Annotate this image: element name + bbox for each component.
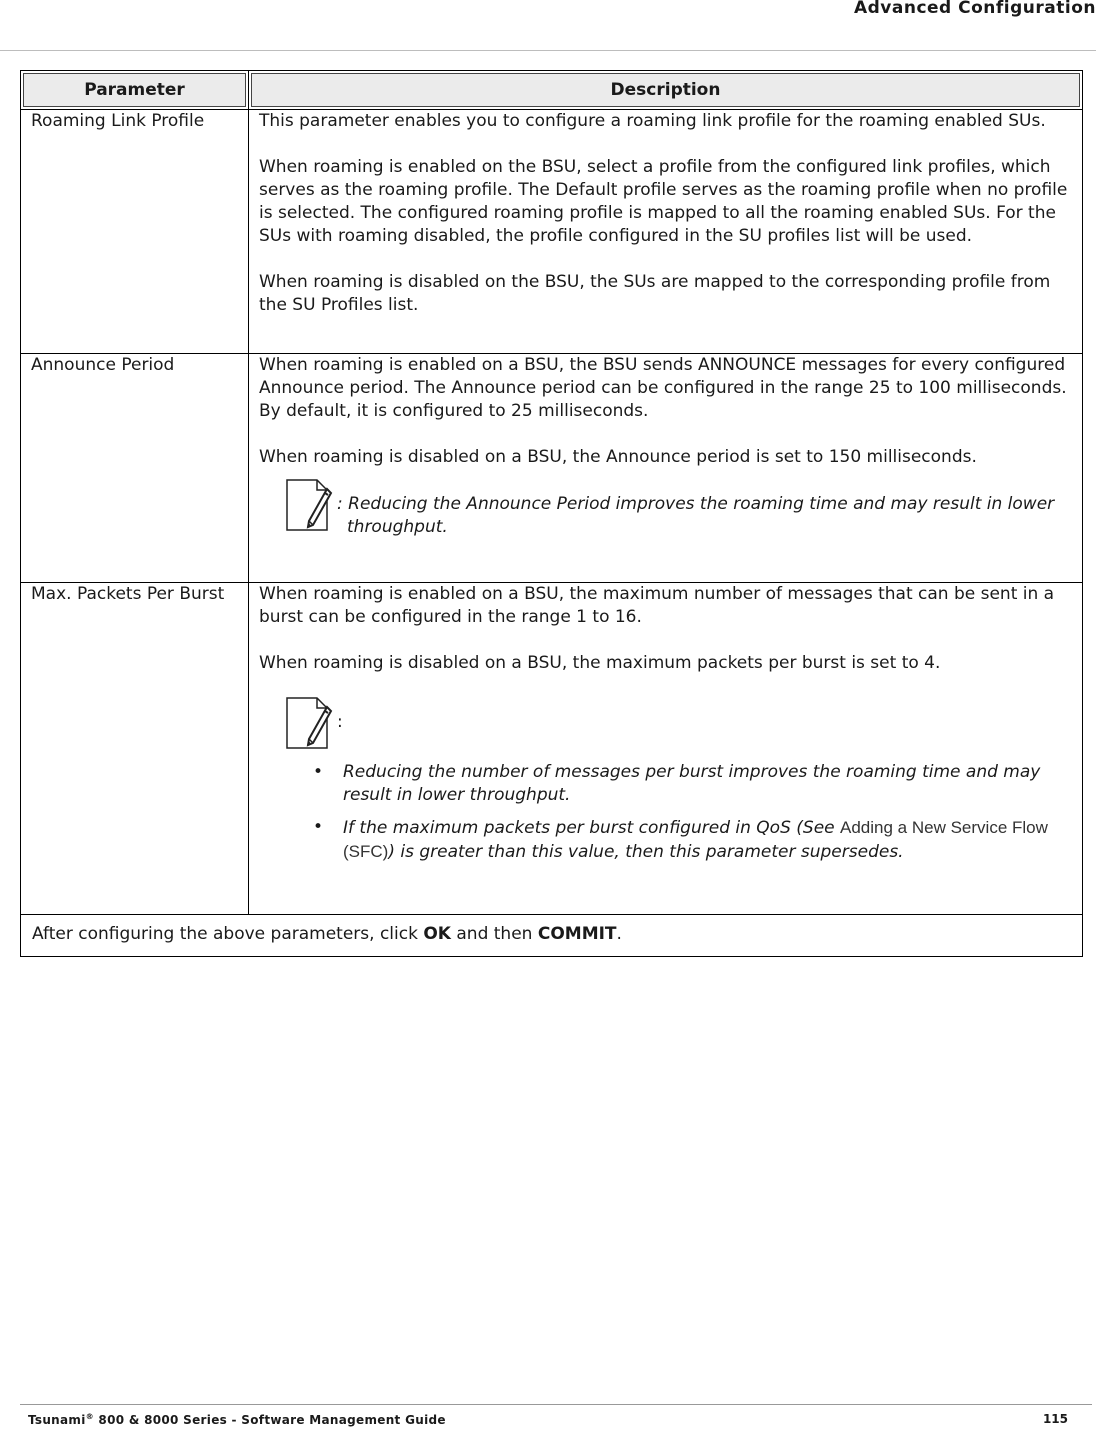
description-paragraph: When roaming is enabled on a BSU, the maximum number of messages that can be sent in a burst can be configured in the range 1 to 16. xyxy=(259,584,1055,627)
description-cell xyxy=(249,583,1083,915)
instruction-text: After configuring the above parameters, click xyxy=(32,924,424,944)
footer-rule xyxy=(20,1404,1092,1405)
table-row xyxy=(21,354,1083,583)
param-roaming-link-profile: Roaming Link Profile xyxy=(21,110,249,354)
note-pencil-icon xyxy=(283,475,337,533)
header-rule xyxy=(0,50,1096,51)
footer-guide-name: 800 & 8000 Series - Software Management Guide xyxy=(93,1413,446,1427)
commit-label: COMMIT xyxy=(537,924,617,944)
registered-mark: ® xyxy=(85,1412,94,1421)
page-number: 115 xyxy=(1042,1412,1068,1426)
column-header-description: Description xyxy=(249,71,1083,110)
note-pencil-icon xyxy=(283,693,337,751)
description-paragraph: When roaming is enabled on the BSU, select a profile from the configured link profiles, which serves as the roaming profile. The Default profile serves as the roaming profile when no profile is selected. The configured roaming profile is mapped to all the roaming enabled SUs. For the SUs with roaming disabled, the profile configured in the SU profiles list will be used. xyxy=(259,157,1068,246)
footer-brand: Tsunami xyxy=(28,1413,86,1427)
instruction-text: and then xyxy=(450,924,538,944)
note-line: throughput. xyxy=(347,517,448,537)
bullet-text: ) is greater than this value, then this parameter supersedes. xyxy=(388,842,904,862)
list-item xyxy=(313,816,1072,864)
note-callout xyxy=(283,475,1072,539)
table-header-row xyxy=(21,71,1083,110)
description-paragraph: When roaming is enabled on a BSU, the BSU sends ANNOUNCE messages for every configured Announce period. The Announce period can be configured in the range 25 to 100 milliseconds. By default, it is configured to 25 milliseconds. xyxy=(259,355,1067,421)
bullet-text: If the maximum packets per burst configured in QoS (See xyxy=(343,818,841,838)
description-cell xyxy=(249,354,1083,583)
param-announce-period: Announce Period xyxy=(21,354,249,583)
note-callout xyxy=(283,693,1072,751)
note-text: : xyxy=(337,712,343,732)
column-header-parameter: Parameter xyxy=(21,71,249,110)
note-bullet-list xyxy=(259,761,1072,864)
footer-instruction-cell xyxy=(21,915,1083,957)
param-max-packets-per-burst: Max. Packets Per Burst xyxy=(21,583,249,915)
table-row xyxy=(21,110,1083,354)
description-paragraph: When roaming is disabled on a BSU, the Announce period is set to 150 milliseconds. xyxy=(259,447,977,467)
description-cell xyxy=(249,110,1083,354)
description-paragraph: This parameter enables you to configure a roaming link profile for the roaming enabled SUs. xyxy=(259,111,1046,131)
table-row xyxy=(21,583,1083,915)
ok-label: OK xyxy=(423,924,451,944)
note-line: : Reducing the Announce Period improves the roaming time and may result in lower xyxy=(337,494,1055,514)
instruction-text: . xyxy=(616,924,622,944)
footer-guide-title xyxy=(28,1412,446,1427)
note-text xyxy=(337,475,1054,539)
page-header-title: Advanced Configuration xyxy=(853,0,1096,18)
parameter-table xyxy=(20,70,1083,957)
cross-reference-link[interactable]: Adding a New Service Flow (SFC) xyxy=(343,818,1048,861)
description-paragraph: When roaming is disabled on a BSU, the maximum packets per burst is set to 4. xyxy=(259,653,941,673)
table-row xyxy=(21,915,1083,957)
list-item: • Reducing the number of messages per burst improves the roaming time and may result in lower throughput. xyxy=(313,761,1072,807)
description-paragraph: When roaming is disabled on the BSU, the SUs are mapped to the corresponding profile from the SU Profiles list. xyxy=(259,272,1051,315)
